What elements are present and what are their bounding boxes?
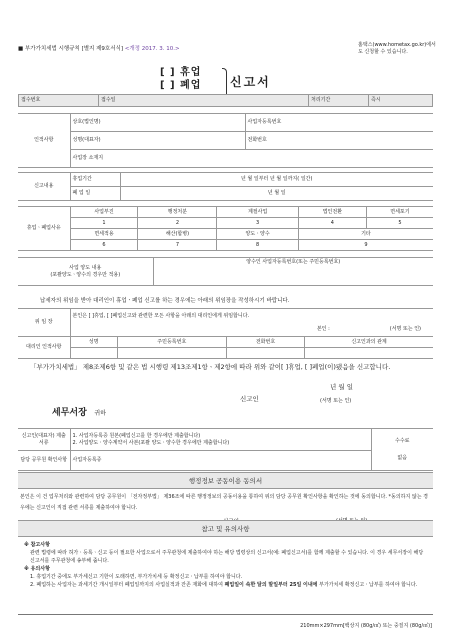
- fee-value: 없음: [397, 454, 408, 461]
- reg-no-field[interactable]: 사업자등록번호: [245, 114, 433, 132]
- reason-num: 8: [217, 240, 298, 251]
- signer-sign[interactable]: (서명 또는 인): [320, 398, 352, 404]
- office-suffix: 귀하: [94, 410, 106, 417]
- reasons-section-label: 휴업ㆍ폐업사유: [18, 207, 70, 251]
- agent-col-phone: 전화번호: [226, 337, 304, 348]
- notes-title: 참고 및 유의사항: [18, 520, 433, 537]
- delegator-sign[interactable]: (서명 또는 인): [389, 325, 421, 332]
- notes-section: [18, 520, 433, 593]
- phone-field[interactable]: 전화번호: [245, 132, 433, 150]
- paper-spec: 210mm×297mm[백상지 (80g/㎡) 또는 중질지 (80g/㎡)]: [300, 623, 432, 629]
- rep-name-field[interactable]: 성명(대표자): [70, 132, 245, 150]
- closure-period-label: 휴업기간: [70, 173, 120, 187]
- office-name: 세무서장: [52, 408, 87, 418]
- delegation-table: [18, 308, 433, 359]
- reason-num: 3: [217, 218, 298, 229]
- delegator-label: 본인 :: [316, 325, 330, 332]
- official-item: 사업자등록증: [70, 451, 371, 471]
- reason-item[interactable]: 기타: [298, 229, 433, 240]
- attachments-table: [18, 428, 433, 471]
- reason-num: 7: [138, 240, 217, 251]
- agent-id-field[interactable]: [117, 348, 226, 359]
- agent-name-field[interactable]: [70, 348, 117, 359]
- official-label: 담당 공무원 확인사항: [18, 451, 70, 471]
- report-date[interactable]: 년 월 일: [330, 383, 353, 391]
- reason-num: 5: [366, 218, 433, 229]
- law-reference: ■ 부가가치세법 시행규칙 [별지 제9호서식]: [18, 46, 123, 52]
- report-section-label: 신고내용: [18, 173, 70, 201]
- caution-item-2-part2: 부가가치세 확정신고ㆍ납부를 하여야 합니다.: [319, 582, 418, 588]
- report-table: [18, 172, 433, 201]
- transfer-table: [18, 257, 433, 286]
- receipt-table: [18, 94, 433, 107]
- transfer-label: 사업 양도 내용: [69, 264, 102, 271]
- reasons-table: [18, 206, 433, 251]
- transfer-sub: (포괄양도ㆍ양수의 경우만 적용): [50, 271, 121, 278]
- caution-item-2-emph: 폐업일이 속한 달의 말일부터 25일 이내에: [224, 582, 318, 588]
- trade-name-field[interactable]: 상호(법인명): [70, 114, 245, 132]
- receipt-no: 접수번호: [19, 95, 99, 107]
- agent-phone-field[interactable]: [226, 348, 304, 359]
- caution-heading: ※ 유의사항: [24, 566, 50, 572]
- transferee-reg-no[interactable]: 양수인 사업자등록번호(또는 주민등록번호): [153, 258, 433, 286]
- person-section-label: 인적사항: [18, 114, 70, 168]
- reason-item[interactable]: 사업부진: [70, 207, 138, 218]
- statement: 「부가가치세법」 제8조제6항 및 같은 법 시행령 제13조제1항ㆍ제2항에 따라 위와 같이[ ]휴업, [ ]폐업(이)됐음을 신고합니다.: [30, 363, 391, 371]
- amendment-date: <개정 2017. 3. 10.>: [124, 46, 180, 52]
- closure-period-value[interactable]: 년 월 일부터 년 월 일까지( 일간): [120, 173, 433, 187]
- caution-item-2-part1: 2. 폐업하는 사업자는 과세기간 개시일부터 폐업일까지의 사업실적과 잔존 재화에 대하여: [30, 582, 223, 588]
- reference-text: 관련 법령에 따라 허가ㆍ등록ㆍ신고 등이 필요한 사업으로서 주무관청에 제출하여야 하는 해당 법령상의 신고서(예: 폐업신고서)를 함께 제출할 수 있습니다. 이 경우 세무서장이 해당 신고서를 주무관청에 송부해 줍니다.: [30, 550, 424, 564]
- agent-label: 대리인 인적사항: [18, 337, 70, 359]
- consent-title: 행정정보 공동이용 동의서: [18, 472, 433, 489]
- disc-date-value[interactable]: 년 월 일: [120, 187, 433, 201]
- reason-num: 1: [70, 218, 138, 229]
- reason-item[interactable]: 면세포기: [366, 207, 433, 218]
- reason-item[interactable]: 법인전환: [298, 207, 366, 218]
- consent-section: [18, 472, 433, 527]
- attach-items: [70, 429, 371, 451]
- delegation-body: [70, 309, 433, 337]
- agent-relation-field[interactable]: [305, 348, 433, 359]
- fee-label: 수수료: [395, 437, 410, 444]
- delegate-note: 납세자의 위임을 받아 대리인이 휴업ㆍ폐업 신고를 하는 경우에는 아래의 위임장을 작성하시기 바랍니다.: [40, 298, 290, 304]
- reason-num: 2: [138, 218, 217, 229]
- reason-item[interactable]: 계절사업: [217, 207, 298, 218]
- receipt-date: 접수일: [99, 95, 309, 107]
- reason-num: 9: [298, 240, 433, 251]
- agent-col-relation: 신고인과의 관계: [305, 337, 433, 348]
- reference-heading: ※ 참고사항: [24, 542, 50, 548]
- delegation-label: 위 임 장: [18, 309, 70, 337]
- caution-item-2: [24, 581, 427, 589]
- attach-item: 2. 사업양도ㆍ양수계약서 사본(포괄 양도ㆍ양수한 경우에만 제출합니다): [72, 439, 230, 446]
- address-field[interactable]: 사업장 소재지: [70, 150, 433, 168]
- title-discontinue: [ ] 폐업: [160, 80, 202, 91]
- reason-item[interactable]: 행정처분: [138, 207, 217, 218]
- transfer-label-cell: [18, 258, 153, 286]
- fee-cell: [371, 429, 433, 471]
- reason-item[interactable]: 면세적용: [70, 229, 138, 240]
- consent-text: 본인은 이 건 업무처리와 관련하여 담당 공무원이 「전자정부법」 제36조에 따른 행정정보의 공동이용을 통하여 위의 담당 공무원 확인사항을 확인하는 것에 동의합니다. *동의하지 않는 경우에는 신고인이 직접 관련 서류를 제출하여야 합니다.: [20, 494, 429, 511]
- office-block: [52, 405, 106, 418]
- online-notice: 홈택스(www.hometax.go.kr)에서도 신청할 수 있습니다.: [358, 42, 436, 55]
- bottom-rule: [18, 614, 433, 615]
- disc-date-label: 폐 업 일: [70, 187, 120, 201]
- reason-item[interactable]: 해산(합병): [138, 229, 217, 240]
- attach-label: 신고인(대표자) 제출서류: [18, 429, 70, 451]
- form-reference: [18, 44, 180, 52]
- agent-col-id: 주민등록번호: [117, 337, 226, 348]
- reason-num: 4: [298, 218, 366, 229]
- caution-item-1: 1. 휴업기간 중에도 부가세신고 기한이 도래하면, 부가가치세 등 확정신고ㆍ납부를 하여야 합니다.: [30, 574, 243, 580]
- reason-num: 6: [70, 240, 138, 251]
- person-info-table: [18, 113, 433, 168]
- attach-item: 1. 사업자등록증 원본(폐업신고를 한 경우에만 제출합니다): [72, 432, 201, 439]
- processing-period-value: 즉시: [369, 95, 433, 107]
- signer-label: 신고인: [240, 395, 259, 403]
- delegation-text: 본인은 [ ]휴업, [ ]폐업신고와 관련한 모든 사항을 아래의 대리인에게 위임합니다.: [72, 312, 250, 319]
- title-closure: [ ] 휴업: [160, 67, 202, 78]
- agent-col-name: 성명: [70, 337, 117, 348]
- processing-period-label: 처리기간: [309, 95, 369, 107]
- reason-item[interactable]: 양도ㆍ양수: [217, 229, 298, 240]
- title-main: 신고서: [230, 75, 271, 89]
